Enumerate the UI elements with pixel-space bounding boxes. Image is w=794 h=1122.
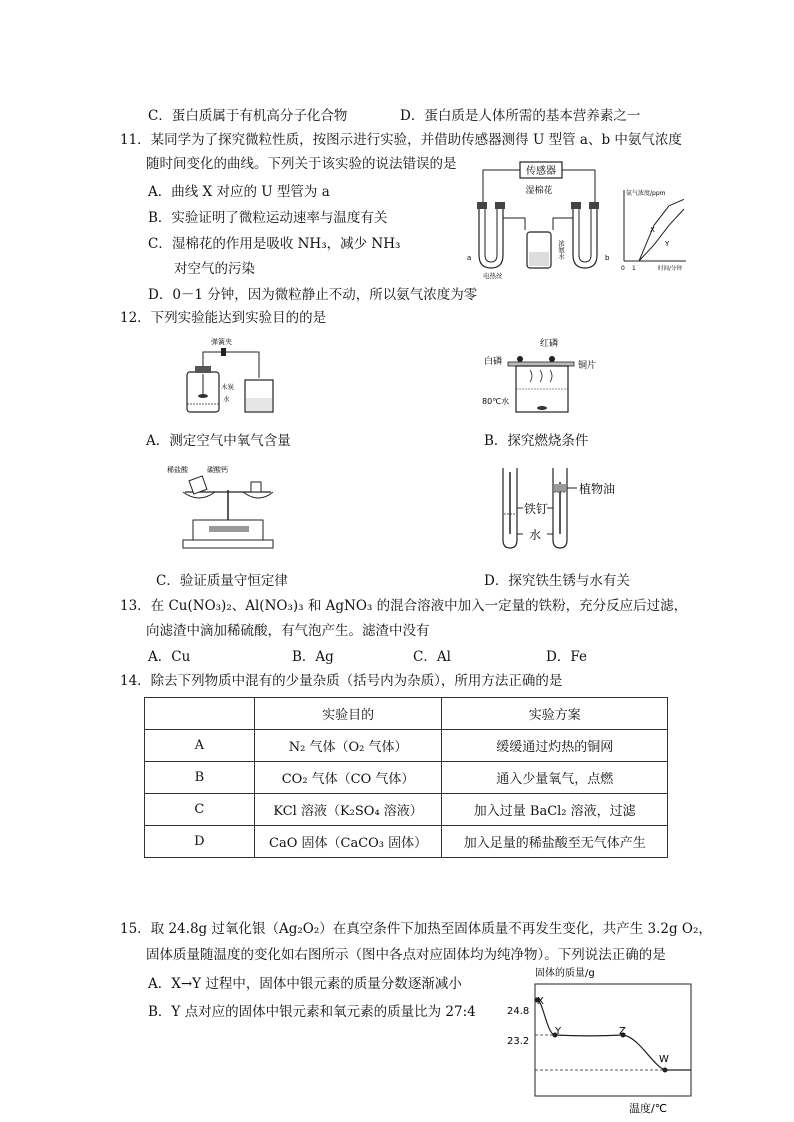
q12-figure-a xyxy=(175,334,275,416)
q11-apparatus-figure xyxy=(465,160,615,280)
q11-option-a: A．曲线 X 对应的 U 型管为 a xyxy=(148,184,330,200)
curve-x-label: X xyxy=(650,226,655,234)
chart-frame xyxy=(535,984,691,1096)
q15-stem-line1: 15．取 24.8g 过氧化银（Ag₂O₂）在真空条件下加热至固体质量不再发生变化，共产生 3.2g O₂， xyxy=(120,921,712,937)
q11-option-d: D．0－1 分钟，因为微粒静止不动，所以氨气浓度为零 xyxy=(148,287,478,303)
q11-concentration-chart xyxy=(618,186,688,274)
table-row xyxy=(145,730,668,762)
q13-option-c: C．Al xyxy=(413,649,451,665)
hot-water-label: 80℃水 xyxy=(482,397,510,406)
table-cell: C xyxy=(145,794,255,826)
heater-label: 电热丝 xyxy=(483,272,503,280)
q12-option-d: D．探究铁生锈与水有关 xyxy=(484,573,630,589)
q12-figure-c xyxy=(165,462,280,552)
water-label-a: 水 xyxy=(223,395,230,403)
table-cell: 加入过量 BaCl₂ 溶液，过滤 xyxy=(442,794,668,826)
q15-option-a: A．X→Y 过程中，固体中银元素的质量分数逐渐减小 xyxy=(148,976,462,992)
table-header-cell: 实验目的 xyxy=(254,698,442,730)
chart-ylabel: 氨气浓度/ppm xyxy=(626,190,666,197)
tube-a-label: a xyxy=(467,254,472,262)
q10-option-c: C．蛋白质属于有机高分子化合物 xyxy=(148,108,348,124)
point-y-label: Y xyxy=(555,1026,562,1037)
curve-y xyxy=(639,209,684,261)
oil-label: 植物油 xyxy=(579,482,616,496)
table-cell: CaO 固体（CaCO₃ 固体） xyxy=(254,826,442,858)
table-header-row xyxy=(145,698,668,730)
charcoal-label: 木炭 xyxy=(221,383,234,391)
water-label-d: 水 xyxy=(529,528,542,542)
q11-option-c: C．湿棉花的作用是吸收 NH₃，减少 NH₃ xyxy=(148,236,401,252)
table-row xyxy=(145,762,668,794)
x-tick-0: 0 xyxy=(621,265,625,272)
table-cell: 缓缓通过灼热的铜网 xyxy=(442,730,668,762)
q12-figure-b xyxy=(480,334,610,416)
table-cell: D xyxy=(145,826,255,858)
q10-option-d: D．蛋白质是人体所需的基本营养素之一 xyxy=(400,108,641,124)
q11-option-c-cont: 对空气的污染 xyxy=(174,261,255,277)
q12-option-a: A．测定空气中氧气含量 xyxy=(146,433,291,449)
q13-option-d: D．Fe xyxy=(546,649,587,665)
table-header-cell: 实验方案 xyxy=(442,698,668,730)
table-cell: A xyxy=(145,730,255,762)
q12-figure-d xyxy=(495,462,635,552)
q15-mass-temperature-chart xyxy=(505,964,705,1116)
table-cell: KCl 溶液（K₂SO₄ 溶液） xyxy=(254,794,442,826)
nail-label: 铁钉 xyxy=(524,502,549,516)
table-cell: CO₂ 气体（CO 气体） xyxy=(254,762,442,794)
q13-option-b: B．Ag xyxy=(292,649,334,665)
clip-label: 弹簧夹 xyxy=(211,338,232,346)
copper-plate-label: 铜片 xyxy=(578,361,597,371)
table-row xyxy=(145,794,668,826)
q14-stem: 14．除去下列物质中混有的少量杂质（括号内为杂质），所用方法正确的是 xyxy=(120,673,563,689)
tube-b-label: b xyxy=(605,254,610,262)
x-tick-1: 1 xyxy=(632,265,636,272)
q13-option-a: A．Cu xyxy=(148,649,191,665)
q12-option-c: C．验证质量守恒定律 xyxy=(156,573,288,589)
cotton-label: 湿棉花 xyxy=(525,186,553,196)
table-cell: B xyxy=(145,762,255,794)
acid-label: 稀盐酸 xyxy=(167,466,188,474)
point-w xyxy=(663,1068,668,1073)
table-row xyxy=(145,826,668,858)
q15-option-b: B．Y 点对应的固体中银元素和氧元素的质量比为 27:4 xyxy=(148,1004,476,1020)
chart-ylabel: 固体的质量/g xyxy=(535,968,595,979)
q12-stem: 12．下列实验能达到实验目的的是 xyxy=(120,310,327,326)
table-header-cell xyxy=(145,698,255,730)
q11-stem-line1: 11．某同学为了探究微粒性质，按图示进行实验，并借助传感器测得 U 型管 a、b 中氨气浓度 xyxy=(120,132,682,148)
caco3-label: 碳酸钙 xyxy=(207,466,228,474)
table-cell: 加入足量的稀盐酸至无气体产生 xyxy=(442,826,668,858)
point-z-label: Z xyxy=(619,1026,626,1037)
ammonia-label: 浓氨水 xyxy=(557,240,565,260)
q11-option-b: B．实验证明了微粒运动速率与温度有关 xyxy=(148,210,388,226)
y-tick-24-8: 24.8 xyxy=(507,1006,530,1017)
q12-option-b: B．探究燃烧条件 xyxy=(484,433,589,449)
curve-y-label: Y xyxy=(665,240,670,248)
table-cell: N₂ 气体（O₂ 气体） xyxy=(254,730,442,762)
chart-xlabel: 温度/℃ xyxy=(629,1102,668,1115)
table-cell: 通入少量氧气，点燃 xyxy=(442,762,668,794)
q11-stem-line2: 随时间变化的曲线。下列关于该实验的说法错误的是 xyxy=(146,156,457,172)
chart-xlabel: 时间/分钟 xyxy=(658,266,682,272)
q15-stem-line2: 固体质量随温度的变化如右图所示（图中各点对应固体均为纯净物）。下列说法正确的是 xyxy=(146,947,666,963)
point-w-label: W xyxy=(659,1054,669,1065)
white-phosphorus-label: 白磷 xyxy=(484,357,503,367)
point-x-label: X xyxy=(537,996,544,1007)
y-tick-23-2: 23.2 xyxy=(507,1036,530,1047)
sensor-label: 传感器 xyxy=(526,166,556,177)
q14-table xyxy=(144,697,668,858)
q13-stem-line2: 向滤渣中滴加稀硫酸，有气泡产生。滤渣中没有 xyxy=(146,623,430,639)
q13-stem-line1: 13．在 Cu(NO₃)₂、Al(NO₃)₃ 和 AgNO₃ 的混合溶液中加入一定量的铁粉，充分反应后过滤， xyxy=(120,598,688,614)
red-phosphorus-label: 红磷 xyxy=(540,339,559,349)
curve-x xyxy=(639,199,684,261)
